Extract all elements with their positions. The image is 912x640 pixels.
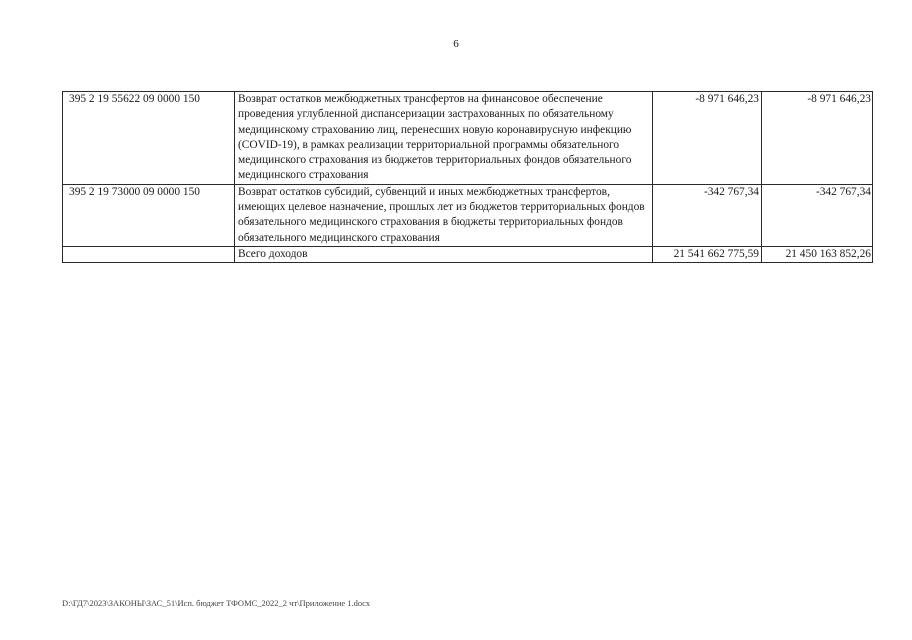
income-name-cell: Возврат остатков межбюджетных трансфертов на финансовое обеспечение проведения углубленной диспансеризации застрахованных по обязательному медицинскому страхованию лиц, перенесших новую коронавирусную инфекцию (COVID-19), в рамках реализации территориальной программы обязательного медицинского страхования из бюджетов территориальных фондов обязательного медицинского страхования [235, 92, 653, 185]
total-row [63, 246, 873, 262]
value-cell: -342 767,34 [762, 184, 873, 246]
value-cell: -8 971 646,23 [762, 92, 873, 185]
income-name-cell: Возврат остатков субсидий, субвенций и иных межбюджетных трансфертов, имеющих целевое назначение, прошлых лет из бюджетов территориальных фондов обязательного медицинского страхования в бюджеты территориальных фондов обязательного медицинского страхования [235, 184, 653, 246]
value-cell: -342 767,34 [653, 184, 762, 246]
value-cell: -8 971 646,23 [653, 92, 762, 185]
budget-code-cell: 395 2 19 55622 09 0000 150 [63, 92, 235, 185]
total-value-cell: 21 450 163 852,26 [762, 246, 873, 262]
file-path-footer: D:\ГД7\2023\ЗАКОНЫ\ЗАС_51\Исп. бюджет ТФОМС_2022_2 чт\Приложение 1.docx [62, 598, 371, 608]
budget-table [62, 91, 873, 263]
budget-code-cell: 395 2 19 73000 09 0000 150 [63, 184, 235, 246]
table-row [63, 92, 873, 185]
total-value-cell: 21 541 662 775,59 [653, 246, 762, 262]
total-label-cell: Всего доходов [235, 246, 653, 262]
table-row [63, 184, 873, 246]
page-number: 6 [453, 38, 459, 50]
budget-code-cell [63, 246, 235, 262]
